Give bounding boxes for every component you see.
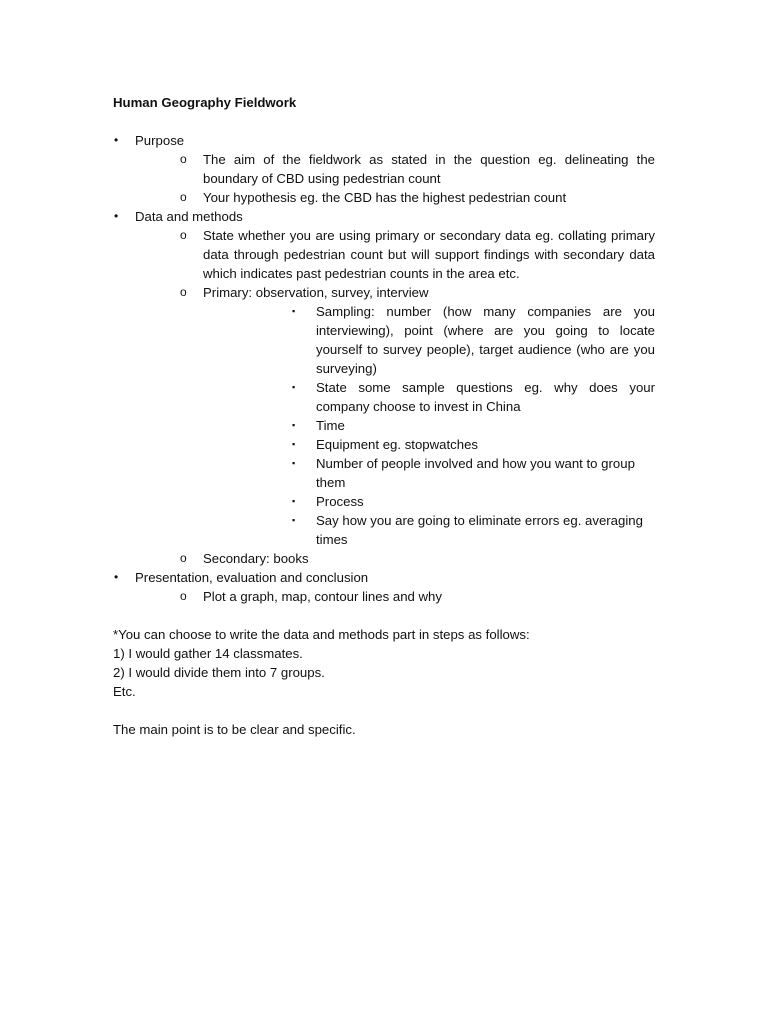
square-marker: ▪: [292, 439, 296, 449]
list-item: [203, 454, 655, 492]
list-item: [203, 511, 655, 549]
list-item-text: Sampling: number (how many companies are you interviewing), point (where are you going to locate yourself to survey people), target audience (who are you surveying): [316, 304, 655, 376]
square-marker: ▪: [292, 382, 296, 392]
section-label: Purpose: [135, 133, 185, 148]
list-item-text: Equipment eg. stopwatches: [316, 437, 479, 452]
section-data-and-methods: [113, 207, 655, 568]
bullet-marker: •: [114, 570, 119, 584]
list-item: [203, 435, 655, 454]
circle-marker: o: [180, 190, 187, 204]
section-label: Presentation, evaluation and conclusion: [135, 570, 369, 585]
list-item: [135, 283, 655, 549]
sub-sublist: [203, 302, 655, 549]
document-content: [113, 93, 655, 739]
list-item: [203, 416, 655, 435]
sublist: [135, 226, 655, 568]
list-item: [203, 492, 655, 511]
list-item: [135, 188, 655, 207]
section-label: Data and methods: [135, 209, 243, 224]
square-marker: ▪: [292, 458, 296, 468]
list-item-text: Time: [316, 418, 345, 433]
section-purpose: [113, 131, 655, 207]
spacer: [113, 606, 655, 625]
list-item: [135, 549, 655, 568]
sublist: [135, 587, 655, 606]
list-item-text: Secondary: books: [203, 551, 309, 566]
note-line: 1) I would gather 14 classmates.: [113, 646, 303, 661]
spacer: [113, 701, 655, 720]
note-line: 2) I would divide them into 7 groups.: [113, 665, 325, 680]
square-marker: ▪: [292, 496, 296, 506]
list-item-text: Plot a graph, map, contour lines and why: [203, 589, 442, 604]
closing-line: The main point is to be clear and specific.: [113, 722, 356, 737]
square-marker: ▪: [292, 515, 296, 525]
bullet-marker: •: [114, 133, 119, 147]
square-marker: ▪: [292, 306, 296, 316]
list-item: [135, 150, 655, 188]
circle-marker: o: [180, 152, 187, 166]
circle-marker: o: [180, 285, 187, 299]
note-line: Etc.: [113, 684, 136, 699]
bullet-marker: •: [114, 209, 119, 223]
square-marker: ▪: [292, 420, 296, 430]
list-item-text: State whether you are using primary or secondary data eg. collating primary data through pedestrian count but will support findings with secondary data which indicates past pedestrian counts in the area etc.: [203, 228, 655, 281]
list-item: [135, 587, 655, 606]
circle-marker: o: [180, 589, 187, 603]
list-item: [203, 378, 655, 416]
list-item-text: Primary: observation, survey, interview: [203, 285, 429, 300]
list-item-text: Process: [316, 494, 364, 509]
document-title: Human Geography Fieldwork: [113, 95, 297, 110]
circle-marker: o: [180, 551, 187, 565]
list-item-text: State some sample questions eg. why does your company choose to invest in China: [316, 380, 655, 414]
section-presentation: [113, 568, 655, 606]
list-item: [203, 302, 655, 378]
list-item-text: The aim of the fieldwork as stated in the question eg. delineating the boundary of CBD using pedestrian count: [203, 152, 655, 186]
list-item-text: Say how you are going to eliminate errors eg. averaging times: [316, 513, 643, 547]
circle-marker: o: [180, 228, 187, 242]
list-item-text: Your hypothesis eg. the CBD has the highest pedestrian count: [203, 190, 567, 205]
sublist: [135, 150, 655, 207]
note-line: *You can choose to write the data and methods part in steps as follows:: [113, 627, 530, 642]
list-item-text: Number of people involved and how you want to group them: [316, 456, 635, 490]
outline-list: [113, 131, 655, 606]
list-item: [135, 226, 655, 283]
